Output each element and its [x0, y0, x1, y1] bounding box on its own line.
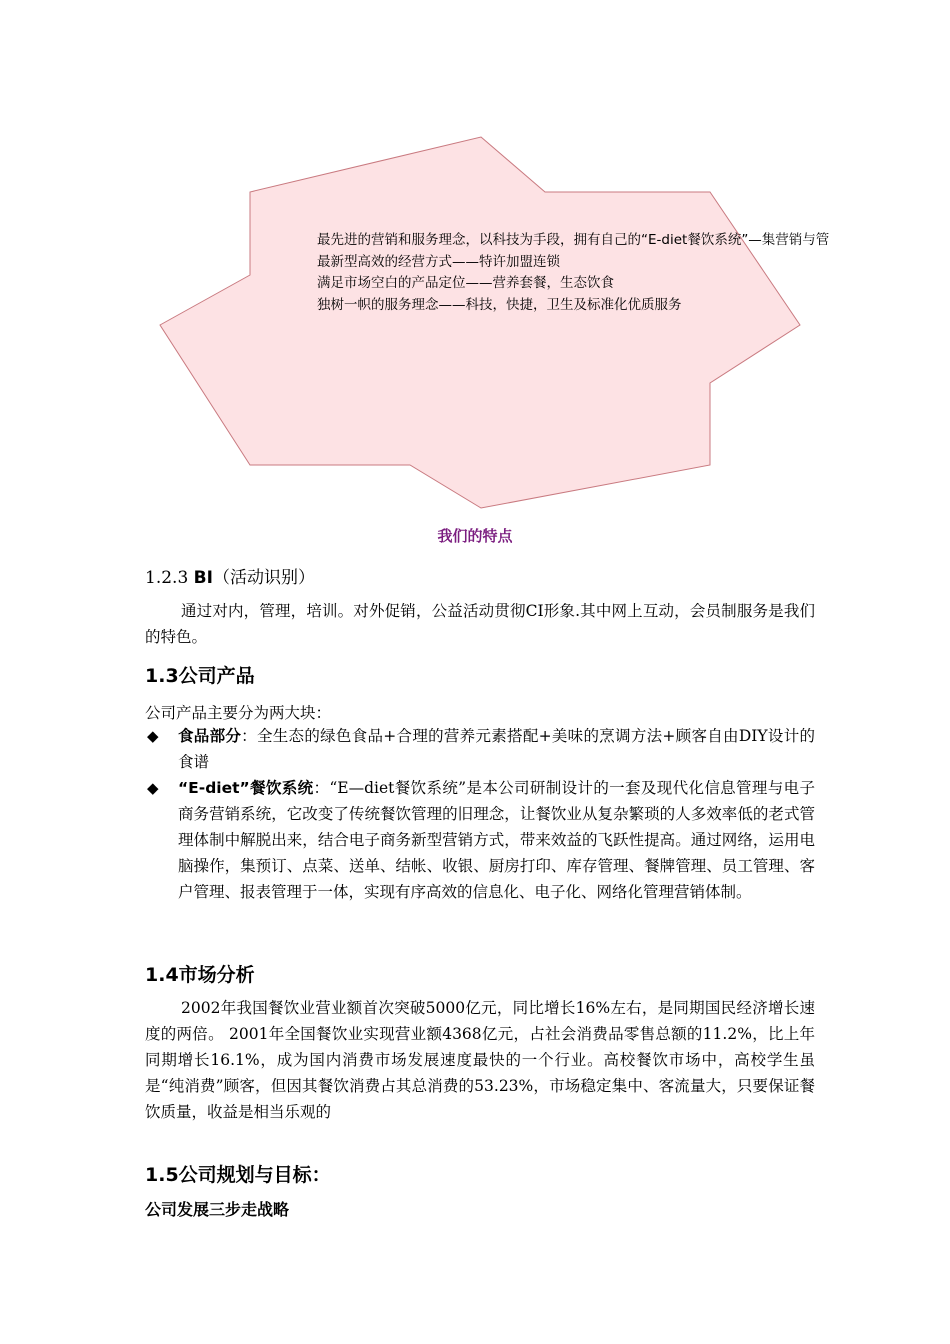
item-separator: ：: [241, 727, 257, 745]
feature-line: 最新型高效的经营方式——特许加盟连锁: [317, 253, 560, 270]
item-term: “E-diet”餐饮系统: [178, 779, 314, 797]
diamond-bullet-icon: ◆: [147, 727, 159, 745]
section-heading-market: 1.4市场分析: [145, 964, 255, 986]
item-separator: ：: [313, 779, 330, 797]
products-intro: 公司产品主要分为两大块：: [145, 704, 332, 722]
item-text: “E—diet餐饮系统”是本公司研制设计的一套及现代化信息管理与电子商务营销系统，它改变了传统餐饮管理的旧理念，让餐饮业从复杂繁琐的人多效率低的老式管理体制中解脱出来，结合电子商务新型营销方式，带来效益的飞跃性提高。通过网络，运用电脑操作，集预订、点菜、送单、结帐、收银、厨房打印、库存管理、餐牌管理、员工管理、客户管理、报表管理于一体，实现有序高效的信息化、电子化、网络化管理营销体制。: [178, 779, 815, 901]
figure-caption: 我们的特点: [437, 527, 513, 545]
feature-line: 独树一帜的服务理念——科技，快捷，卫生及标准化优质服务: [317, 296, 682, 313]
section-number: 1.2.3: [145, 568, 194, 588]
list-item: [145, 775, 815, 905]
section-title-rest: （活动识别）: [212, 568, 315, 588]
products-list: [145, 723, 815, 905]
list-item: [145, 723, 815, 775]
features-text-block: [317, 230, 950, 316]
feature-line: 满足市场空白的产品定位——营养套餐，生态饮食: [317, 275, 614, 291]
section-bold-label: BI: [193, 568, 213, 588]
bi-paragraph: 通过对内，管理，培训。对外促销，公益活动贯彻CI形象.其中网上互动，会员制服务是我们的特色。: [145, 602, 815, 646]
feature-line: 最先进的营销和服务理念，以科技为手段，拥有自己的“E-diet餐饮系统”—集营销与管: [317, 232, 830, 248]
item-term: 食品部分: [178, 727, 242, 745]
section-heading-plan: 1.5公司规划与目标：: [145, 1164, 331, 1186]
item-text: 全生态的绿色食品+合理的营养元素搭配+美味的烹调方法+顾客自由DIY设计的食谱: [178, 727, 815, 771]
market-paragraph: 2002年我国餐饮业营业额首次突破5000亿元，同比增长16%左右，是同期国民经济增长速度的两倍。 2001年全国餐饮业实现营业额4368亿元，占社会消费品零售总额的11.2%，比上年同期增长16.1%，成为国内消费市场发展速度最快的一个行业。高校餐饮市场中，高校学生虽是“纯消费”顾客，但因其餐饮消费占其总消费的53.23%，市场稳定集中、客流量大，只要保证餐饮质量，收益是相当乐观的: [145, 999, 815, 1121]
section-heading-products: 1.3公司产品: [145, 665, 255, 687]
section-heading-bi: [145, 563, 315, 588]
plan-subheading: 公司发展三步走战略: [145, 1200, 290, 1219]
diamond-bullet-icon: ◆: [147, 779, 159, 797]
